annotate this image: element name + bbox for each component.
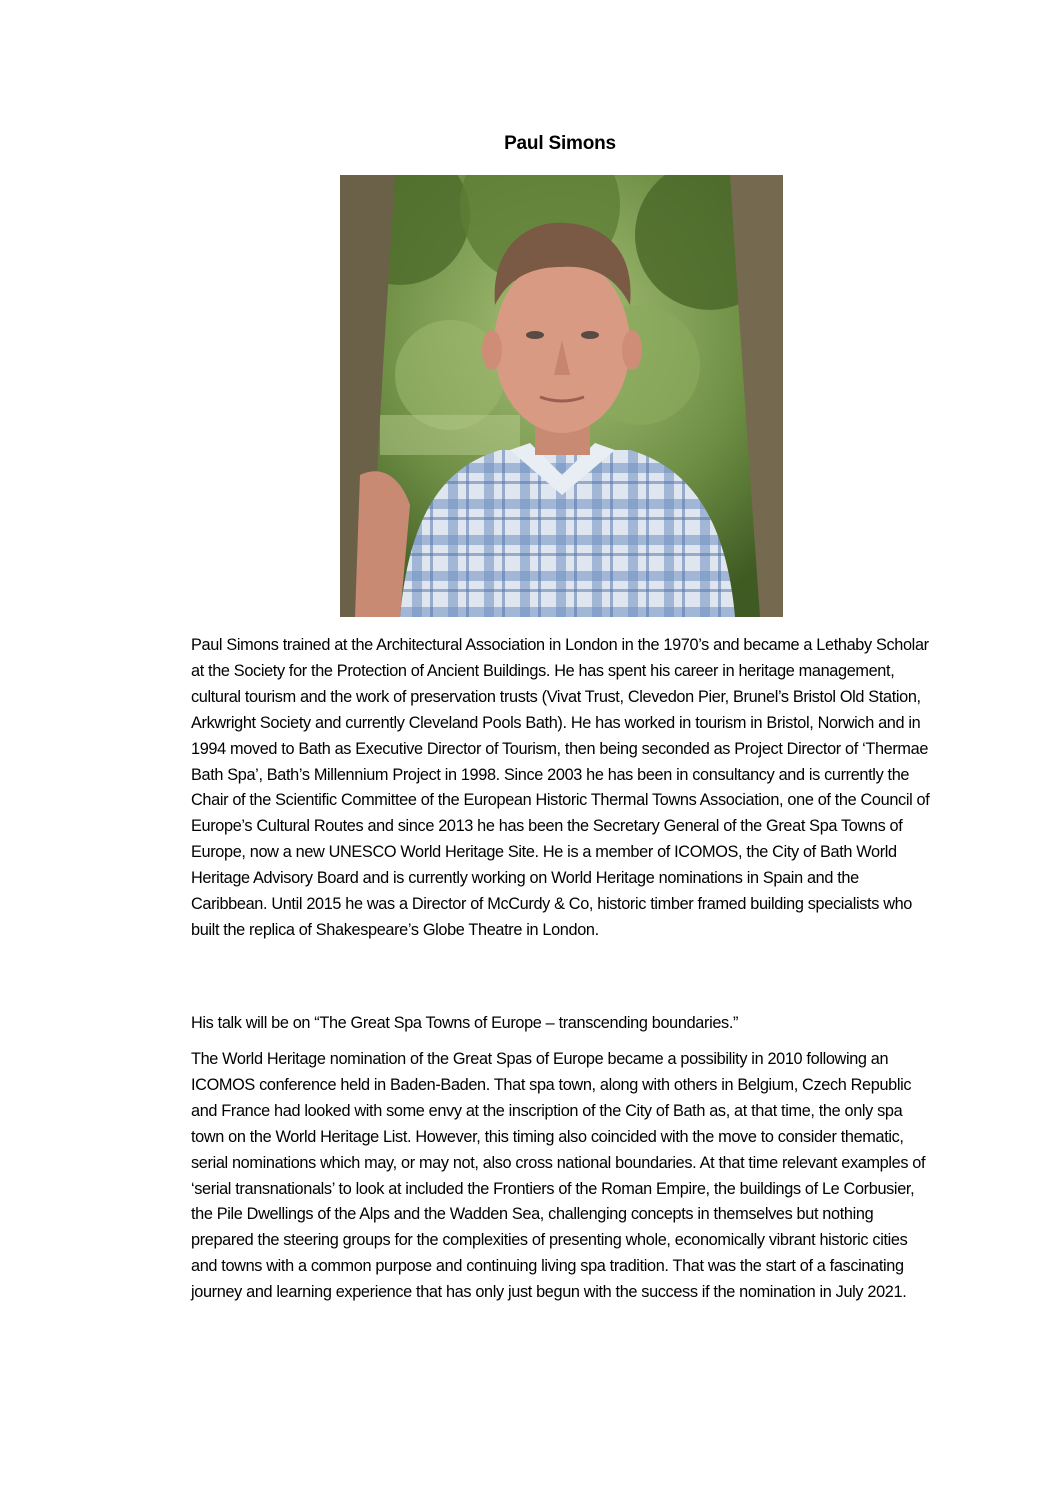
abstract-paragraph: The World Heritage nomination of the Great Spas of Europe became a possibility in 2010 following an ICOMOS conference held in Baden-Baden. That spa town, along with others in Belgium, Czech Republic and France had looked with some envy at the inscription of the City of Bath as, at that time, the only spa town on the World Heritage List. However, this timing also coincided with the move to consider thematic, serial nominations which may, or may not, also cross national boundaries. At that time relevant examples of ‘serial transnationals’ to look at included the Frontiers of the Roman Empire, the buildings of Le Corbusier, the Pile Dwellings of the Alps and the Wadden Sea, challenging concepts in themselves but nothing prepared the steering groups for the complexities of presenting whole, economically vibrant historic cities and towns with a common purpose and continuing living spa tradition. That was the start of a fascinating journey and learning experience that has only just begun with the success if the nomination in July 2021. [191,1050,926,1302]
talk-paragraph: His talk will be on “The Great Spa Towns of Europe – transcending boundaries.” [191,1014,739,1032]
page-title: Paul Simons [504,133,616,154]
bio-paragraph: Paul Simons trained at the Architectural Association in London in the 1970’s and became a Lethaby Scholar at the Society for the Protection of Ancient Buildings. He has spent his career in heritage management, cultural tourism and the work of preservation trusts (Vivat Trust, Clevedon Pier, Brunel’s Bristol Old Station, Arkwright Society and currently Cleveland Pools Bath). He has worked in tourism in Bristol, Norwich and in 1994 moved to Bath as Executive Director of Tourism, then being seconded as Project Director of ‘Thermae Bath Spa’, Bath’s Millennium Project in 1998. Since 2003 he has been in consultancy and is currently the Chair of the Scientific Committee of the European Historic Thermal Towns Association, one of the Council of Europe’s Cultural Routes and since 2013 he has been the Secretary General of the Great Spa Towns of Europe, now a new UNESCO World Heritage Site. He is a member of ICOMOS, the City of Bath World Heritage Advisory Board and is currently working on World Heritage nominations in Spain and the Caribbean. Until 2015 he was a Director of McCurdy & Co, historic timber framed building specialists who built the replica of Shakespeare’s Globe Theatre in London. [191,636,930,939]
portrait-photo [340,175,783,617]
